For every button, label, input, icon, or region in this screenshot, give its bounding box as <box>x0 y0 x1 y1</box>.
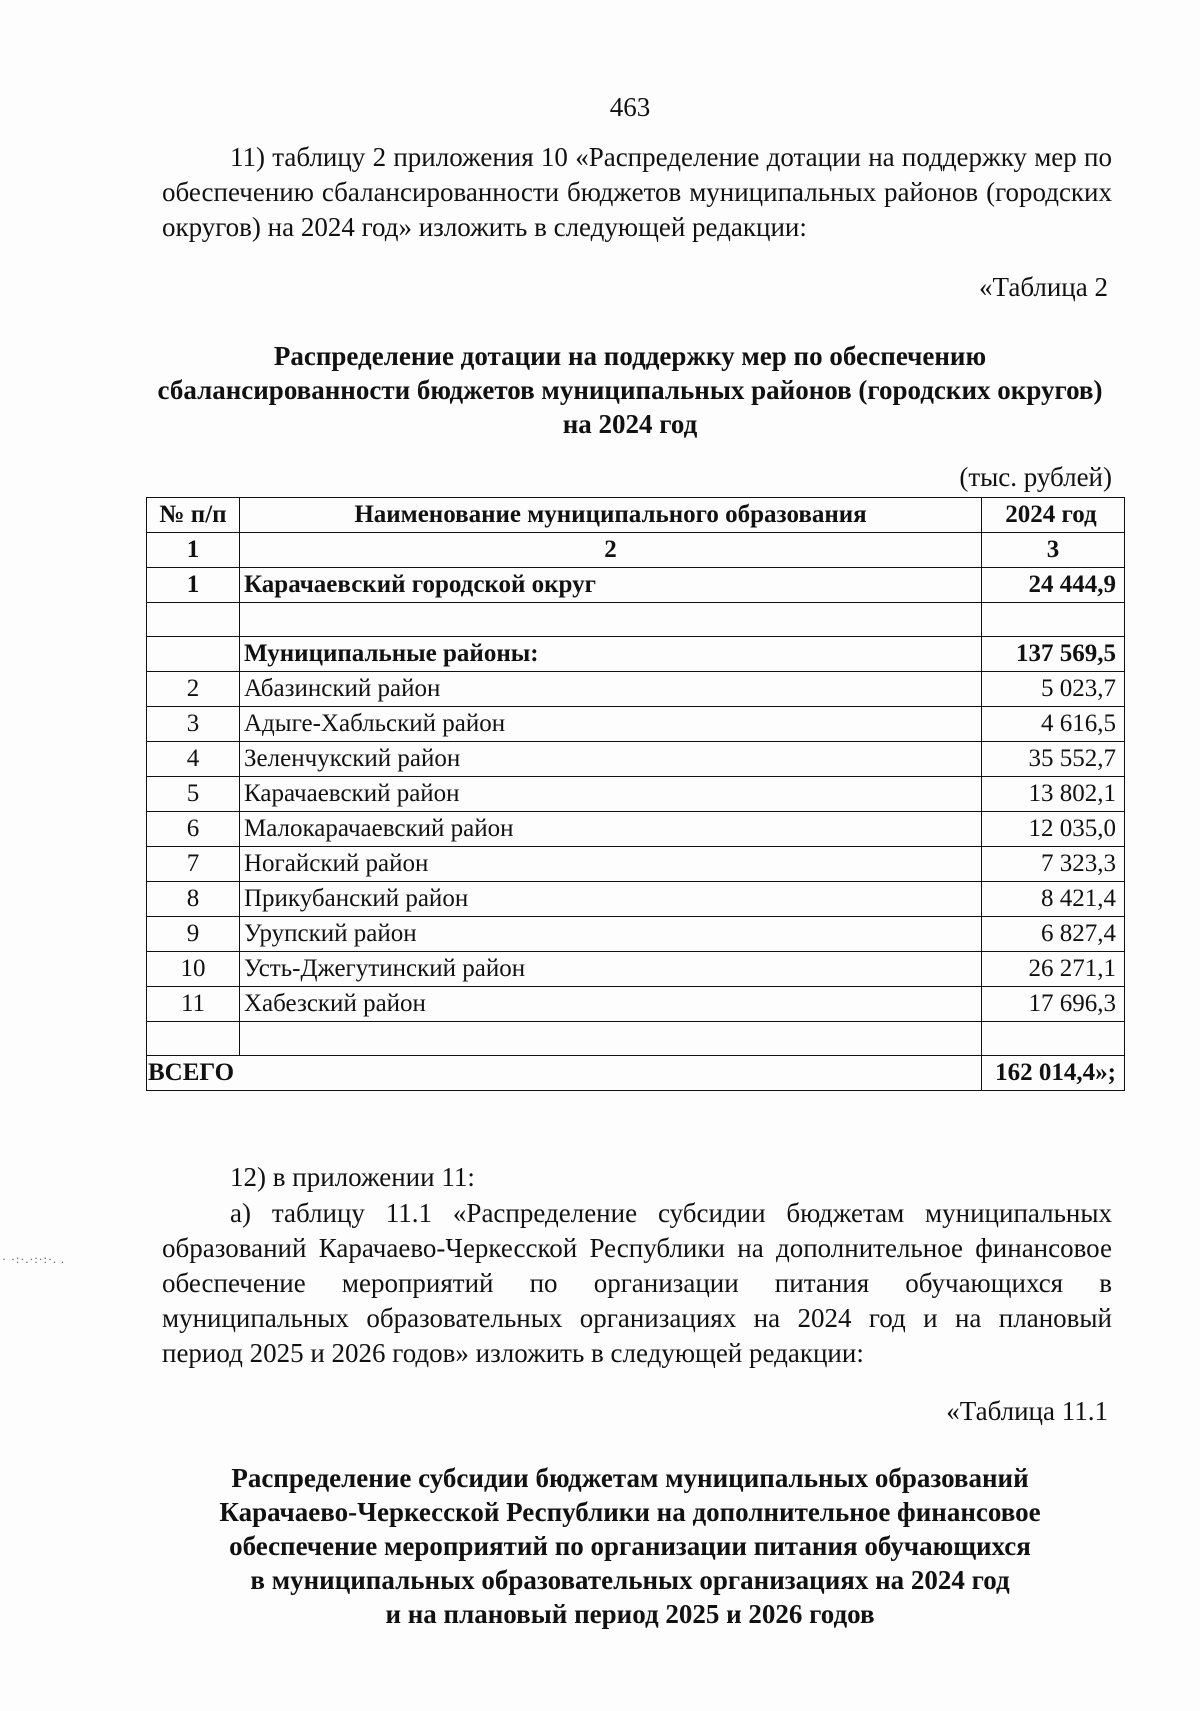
table-row <box>147 847 1125 882</box>
col-number-1: 1 <box>147 533 240 568</box>
row-value: 13 802,1 <box>982 777 1125 812</box>
row-num: 8 <box>147 882 240 917</box>
row-name: Усть-Джегутинский район <box>240 952 982 987</box>
table-row-empty <box>147 1022 1125 1056</box>
row-value: 6 827,4 <box>982 917 1125 952</box>
row-name: Прикубанский район <box>240 882 982 917</box>
column-number-row <box>147 533 1125 568</box>
empty-cell <box>240 1022 982 1056</box>
row-name: Малокарачаевский район <box>240 812 982 847</box>
row-name: Хабезский район <box>240 987 982 1022</box>
table-row <box>147 987 1125 1022</box>
table-row <box>147 882 1125 917</box>
table-row <box>147 777 1125 812</box>
table-row-city <box>147 568 1125 603</box>
row-name: Зеленчукский район <box>240 742 982 777</box>
row-name: Карачаевский городской округ <box>240 568 982 603</box>
row-num: 2 <box>147 672 240 707</box>
row-name: Адыге-Хабльский район <box>240 707 982 742</box>
row-name: Абазинский район <box>240 672 982 707</box>
row-value: 4 616,5 <box>982 707 1125 742</box>
table-row <box>147 672 1125 707</box>
units-label: (тыс. рублей) <box>959 462 1112 492</box>
scan-artifact: · ·:·.·:·:·. . <box>2 1252 65 1266</box>
row-num: 10 <box>147 952 240 987</box>
item-11-text: 11) таблицу 2 приложения 10 «Распределение дотации на поддержку мер по обеспечению сбалансированности бюджетов муниципальных районов (городских округов) на 2024 год» изложить в следующей редакции: <box>162 142 1112 242</box>
subsidy-table <box>146 497 1125 1091</box>
empty-cell <box>147 603 240 637</box>
page-number: 463 <box>609 92 651 122</box>
row-value: 8 421,4 <box>982 882 1125 917</box>
table-row-districts-heading <box>147 637 1125 672</box>
item-12-paragraph <box>162 1160 1112 1195</box>
header-year: 2024 год <box>982 498 1125 533</box>
row-num: 1 <box>147 568 240 603</box>
header-num: № п/п <box>147 498 240 533</box>
row-num: 3 <box>147 707 240 742</box>
districts-subtotal: 137 569,5 <box>982 637 1125 672</box>
row-value: 24 444,9 <box>982 568 1125 603</box>
empty-cell <box>147 1022 240 1056</box>
empty-cell <box>982 603 1125 637</box>
table-row <box>147 707 1125 742</box>
header-name: Наименование муниципального образования <box>240 498 982 533</box>
empty-cell <box>240 603 982 637</box>
row-num: 5 <box>147 777 240 812</box>
row-num: 9 <box>147 917 240 952</box>
table-row <box>147 952 1125 987</box>
table-2-label: «Таблица 2 <box>979 272 1108 302</box>
row-num: 7 <box>147 847 240 882</box>
table-row <box>147 917 1125 952</box>
table-row-total <box>147 1056 1125 1091</box>
title-line: Распределение субсидии бюджетам муниципальных образований <box>231 1463 1029 1493</box>
title-line: в муниципальных образовательных организациях на 2024 год <box>250 1565 1010 1595</box>
districts-heading: Муниципальные районы: <box>240 637 982 672</box>
item-12-a-paragraph <box>162 1196 1112 1371</box>
row-name: Урупский район <box>240 917 982 952</box>
total-label: ВСЕГО <box>147 1056 982 1091</box>
row-num: 6 <box>147 812 240 847</box>
table-header-row <box>147 498 1125 533</box>
title-line: обеспечение мероприятий по организации питания обучающихся <box>229 1531 1031 1561</box>
row-value: 7 323,3 <box>982 847 1125 882</box>
row-value: 26 271,1 <box>982 952 1125 987</box>
col-number-2: 2 <box>240 533 982 568</box>
row-name: Карачаевский район <box>240 777 982 812</box>
table-11-1-label: «Таблица 11.1 <box>946 1396 1108 1426</box>
row-name: Ногайский район <box>240 847 982 882</box>
item-12-a-text: а) таблицу 11.1 «Распределение субсидии бюджетам муниципальных образований Карачаево-Черкесской Республики на дополнительное финансовое обеспечение мероприятий по организации питания обучающихся в муниципальных образовательных организациях на 2024 год и на плановый период 2025 и 2026 годов» изложить в следующей редакции: <box>162 1198 1112 1368</box>
total-value: 162 014,4»; <box>982 1056 1125 1091</box>
row-value: 17 696,3 <box>982 987 1125 1022</box>
row-num: 11 <box>147 987 240 1022</box>
table-row <box>147 742 1125 777</box>
table-row <box>147 812 1125 847</box>
item-11-paragraph <box>162 140 1112 245</box>
empty-cell <box>982 1022 1125 1056</box>
row-value: 35 552,7 <box>982 742 1125 777</box>
row-value: 12 035,0 <box>982 812 1125 847</box>
title-line: и на плановый период 2025 и 2026 годов <box>385 1599 875 1629</box>
empty-cell <box>147 637 240 672</box>
row-num: 4 <box>147 742 240 777</box>
col-number-3: 3 <box>982 533 1125 568</box>
row-value: 5 023,7 <box>982 672 1125 707</box>
table-row-empty <box>147 603 1125 637</box>
title-line: Карачаево-Черкесской Республики на дополнительное финансовое <box>219 1497 1041 1527</box>
table-2-title: Распределение дотации на поддержку мер по обеспечению сбалансированности бюджетов муниципальных районов (городских округов) на 2024 год <box>157 341 1103 439</box>
table-11-1-title <box>150 1461 1110 1631</box>
item-12-text: 12) в приложении 11: <box>230 1162 475 1192</box>
